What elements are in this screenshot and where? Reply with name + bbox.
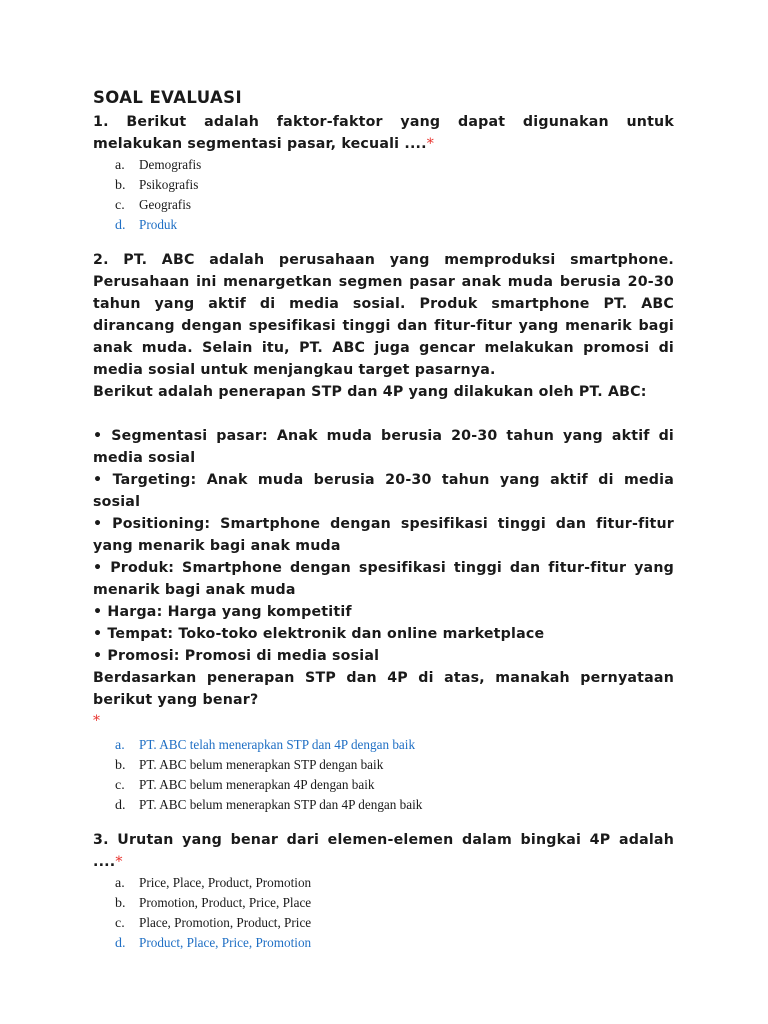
option-3b[interactable] [115,893,674,913]
bullet-harga: • Harga: Harga yang kompetitif [93,604,352,620]
question-2 [93,249,674,815]
option-label: Psikografis [139,177,199,192]
option-marker: c. [115,916,125,931]
bullet-targeting: • Targeting: Anak muda berusia 20-30 tahun yang aktif di media sosial [93,472,674,510]
question-1 [93,111,674,235]
option-marker: d. [115,798,126,813]
option-marker: c. [115,778,125,793]
question-2-text: Berdasarkan penerapan STP dan 4P di atas, manakah pernyataan berikut yang benar? [93,670,674,708]
option-2c[interactable] [115,775,674,795]
option-label: PT. ABC telah menerapkan STP dan 4P dengan baik [139,737,416,752]
option-1a[interactable] [115,155,674,175]
question-1-options [93,155,674,235]
option-label: Promotion, Product, Price, Place [139,895,312,910]
quiz-content [93,88,674,953]
option-3d[interactable] [115,933,674,953]
option-marker: a. [115,158,125,173]
option-3a[interactable] [115,873,674,893]
option-label: PT. ABC belum menerapkan STP dan 4P dengan baik [139,797,423,812]
option-2d[interactable] [115,795,674,815]
option-2b[interactable] [115,755,674,775]
option-label: Geografis [139,197,191,212]
question-3-options [93,873,674,953]
option-1d[interactable] [115,215,674,235]
bullet-produk: • Produk: Smartphone dengan spesifikasi tinggi dan fitur-fitur yang menarik bagi anak muda [93,560,674,598]
bullet-segmentasi: • Segmentasi pasar: Anak muda berusia 20-30 tahun yang aktif di media sosial [93,428,674,466]
option-label: PT. ABC belum menerapkan 4P dengan baik [139,777,375,792]
option-2a[interactable] [115,735,674,755]
option-marker: b. [115,758,126,773]
bullet-tempat: • Tempat: Toko-toko elektronik dan online marketplace [93,626,545,642]
required-mark: * [426,136,435,152]
question-1-text: 1. Berikut adalah faktor-faktor yang dapat digunakan untuk melakukan segmentasi pasar, kecuali ....* [93,114,674,152]
bullet-promosi: • Promosi: Promosi di media sosial [93,648,380,664]
option-marker: c. [115,198,125,213]
option-marker: d. [115,936,126,951]
question-2-options [93,735,674,815]
question-3 [93,829,674,953]
bullet-positioning: • Positioning: Smartphone dengan spesifikasi tinggi dan fitur-fitur yang menarik bagi anak muda [93,516,674,554]
option-1c[interactable] [115,195,674,215]
option-label: Price, Place, Product, Promotion [139,875,312,890]
option-marker: d. [115,218,126,233]
option-label: Demografis [139,157,202,172]
option-marker: a. [115,738,125,753]
option-label: Product, Place, Price, Promotion [139,935,312,950]
required-mark: * [115,854,123,870]
question-2-intro-lead: Berikut adalah penerapan STP dan 4P yang dilakukan oleh PT. ABC: [93,384,647,400]
option-label: PT. ABC belum menerapkan STP dengan baik [139,757,384,772]
option-label: Produk [139,217,178,232]
required-mark: * [93,713,100,729]
option-1b[interactable] [115,175,674,195]
option-marker: a. [115,876,125,891]
question-3-text: 3. Urutan yang benar dari elemen-elemen dalam bingkai 4P adalah ....* [93,832,674,870]
option-3c[interactable] [115,913,674,933]
page-title: SOAL EVALUASI [93,88,242,107]
question-2-intro: 2. PT. ABC adalah perusahaan yang memproduksi smartphone. Perusahaan ini menargetkan segmen pasar anak muda berusia 20-30 tahun yang aktif di media sosial. Produk smartphone PT. ABC dirancang dengan spesifikasi tinggi dan fitur-fitur yang menarik bagi anak muda. Selain itu, PT. ABC juga gencar melakukan promosi di media sosial untuk menjangkau target pasarnya. [93,252,674,378]
option-label: Place, Promotion, Product, Price [139,915,312,930]
option-marker: b. [115,896,126,911]
option-marker: b. [115,178,126,193]
